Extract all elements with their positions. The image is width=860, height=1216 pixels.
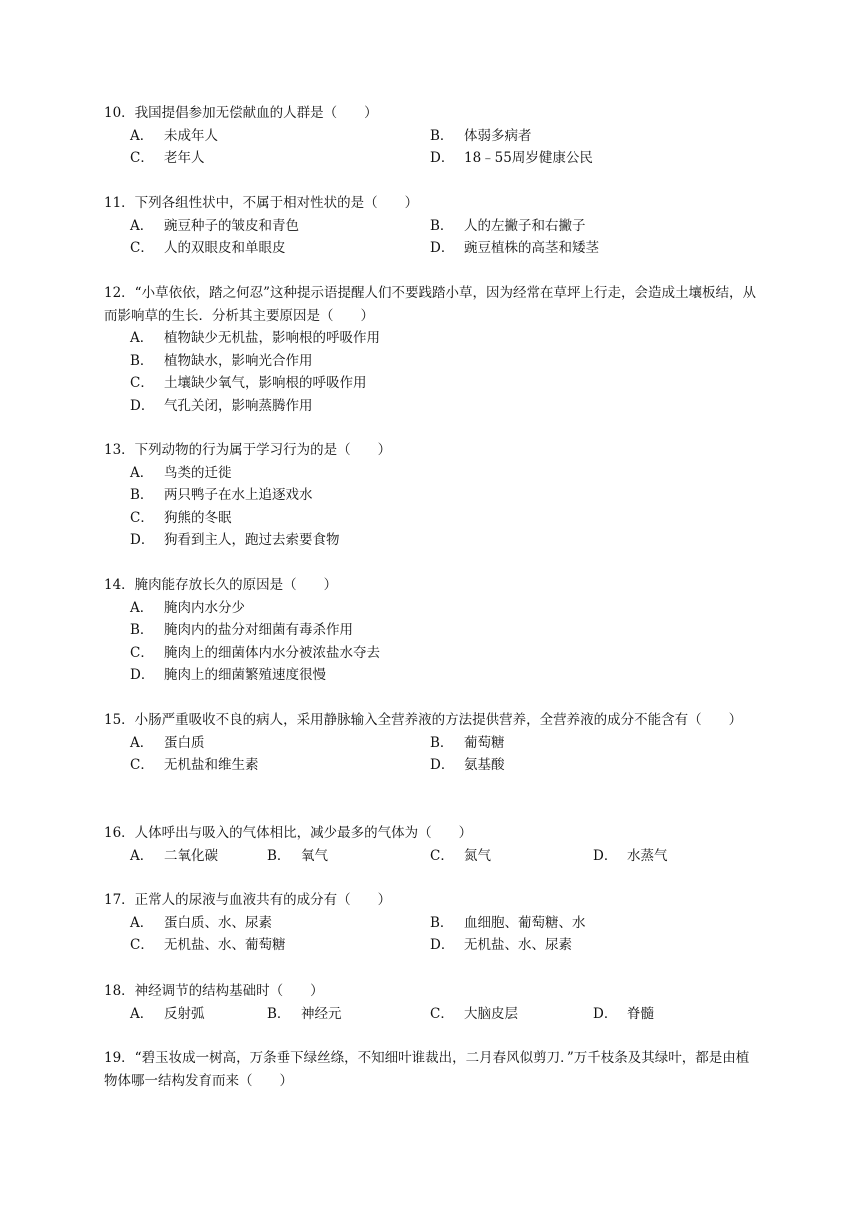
option-text: 腌肉内的盐分对细菌有毒杀作用: [164, 622, 353, 639]
option-letter: B．: [267, 847, 291, 864]
question-stem: 16．人体呼出与吸入的气体相比，减少最多的气体为（ ）: [104, 825, 473, 841]
option-letter: D．: [430, 240, 455, 257]
option-letter: C．: [130, 757, 154, 774]
option-letter: B．: [130, 352, 154, 369]
options-group: [104, 462, 756, 552]
option-d: [430, 754, 730, 777]
option-a: [130, 327, 756, 350]
option-text: 植物缺少无机盐，影响根的呼吸作用: [164, 330, 380, 347]
option-text: 狗看到主人，跑过去索要食物: [164, 532, 340, 549]
option-text: 体弱多病者: [464, 127, 532, 144]
option-letter: C．: [130, 150, 154, 167]
question-11: [104, 192, 756, 260]
option-text: 豌豆植株的高茎和矮茎: [464, 240, 599, 257]
option-c: [130, 147, 430, 170]
question-stem: 10．我国提倡参加无偿献血的人群是（ ）: [104, 105, 378, 121]
option-text: 水蒸气: [627, 847, 668, 864]
question-15: [104, 709, 756, 777]
option-b: [430, 125, 730, 148]
option-text: 蛋白质: [164, 734, 205, 751]
option-letter: B．: [267, 1005, 291, 1022]
question-stem: 14．腌肉能存放长久的原因是（ ）: [104, 577, 338, 593]
option-text: 两只鸭子在水上追逐戏水: [164, 487, 313, 504]
option-letter: A．: [130, 330, 154, 347]
option-letter: A．: [130, 847, 154, 864]
option-letter: B．: [430, 734, 454, 751]
option-c: [130, 507, 756, 530]
option-a: [130, 462, 756, 485]
question-stem: 18．神经调节的结构基础时（ ）: [104, 983, 324, 999]
question-19: [104, 1047, 756, 1092]
option-text: 氨基酸: [464, 757, 505, 774]
options-group: [104, 1003, 756, 1026]
option-letter: C．: [430, 1005, 454, 1022]
option-letter: A．: [130, 127, 154, 144]
option-letter: D．: [130, 397, 155, 414]
option-text: 氮气: [464, 847, 491, 864]
option-a: [130, 125, 430, 148]
question-stem: 15．小肠严重吸收不良的病人，采用静脉输入全营养液的方法提供营养，全营养液的成分不能含有（ ）: [104, 712, 743, 728]
option-text: 神经元: [301, 1005, 342, 1022]
option-d: [130, 395, 756, 418]
option-letter: A．: [130, 217, 154, 234]
option-text: 二氧化碳: [164, 847, 218, 864]
question-10: [104, 102, 756, 170]
option-a: [130, 732, 430, 755]
options-group: [104, 845, 756, 868]
option-text: 老年人: [164, 150, 205, 167]
question-18: [104, 980, 756, 1025]
option-b: [130, 350, 756, 373]
question-12: [104, 282, 756, 418]
option-a: [130, 597, 756, 620]
option-letter: C．: [130, 375, 154, 392]
option-text: 无机盐、水、尿素: [464, 937, 572, 954]
option-text: 鸟类的迁徙: [164, 464, 232, 481]
question-stem: 17．正常人的尿液与血液共有的成分有（ ）: [104, 892, 392, 908]
option-b: [130, 619, 756, 642]
option-d: [130, 664, 756, 687]
option-letter: D．: [430, 757, 455, 774]
option-text: 植物缺水，影响光合作用: [164, 352, 313, 369]
option-letter: A．: [130, 1005, 154, 1022]
option-b: [267, 1003, 430, 1026]
option-d: [593, 1003, 713, 1026]
option-text: 反射弧: [164, 1005, 205, 1022]
option-letter: D．: [130, 532, 155, 549]
option-b: [267, 845, 430, 868]
option-text: 腌肉上的细菌繁殖速度很慢: [164, 667, 326, 684]
option-c: [130, 754, 430, 777]
option-d: [593, 845, 713, 868]
option-c: [130, 372, 756, 395]
option-text: 无机盐、水、葡萄糖: [164, 937, 286, 954]
option-letter: D．: [430, 150, 455, 167]
question-17: [104, 889, 756, 957]
option-letter: B．: [430, 127, 454, 144]
question-14: [104, 574, 756, 687]
option-d: [430, 237, 730, 260]
options-group: [104, 215, 756, 260]
option-letter: C．: [430, 847, 454, 864]
option-letter: B．: [430, 217, 454, 234]
question-stem: 12．“小草依依，踏之何忍”这种提示语提醒人们不要践踏小草，因为经常在草坪上行走，会造成土壤板结，从而影响草的生长．分析其主要原因是（ ）: [104, 285, 756, 324]
question-stem: 11．下列各组性状中，不属于相对性状的是（ ）: [104, 195, 419, 211]
option-text: 狗熊的冬眠: [164, 509, 232, 526]
option-letter: A．: [130, 464, 154, 481]
option-text: 血细胞、葡萄糖、水: [464, 914, 586, 931]
option-letter: D．: [593, 1005, 618, 1022]
options-group: [104, 597, 756, 687]
option-letter: A．: [130, 734, 154, 751]
option-a: [130, 215, 430, 238]
option-c: [130, 237, 430, 260]
option-letter: D．: [130, 667, 155, 684]
option-text: 蛋白质、水、尿素: [164, 914, 272, 931]
option-c: [130, 642, 756, 665]
option-text: 人的双眼皮和单眼皮: [164, 240, 286, 257]
question-stem: 13．下列动物的行为属于学习行为的是（ ）: [104, 442, 392, 458]
options-group: [104, 125, 756, 170]
option-letter: A．: [130, 599, 154, 616]
option-text: 脊髓: [627, 1005, 654, 1022]
option-d: [430, 934, 730, 957]
option-text: 气孔关闭，影响蒸腾作用: [164, 397, 313, 414]
option-text: 无机盐和维生素: [164, 757, 259, 774]
option-d: [130, 529, 756, 552]
option-c: [130, 934, 430, 957]
option-text: 豌豆种子的皱皮和青色: [164, 217, 299, 234]
option-letter: C．: [130, 509, 154, 526]
option-text: 腌肉上的细菌体内水分被浓盐水夺去: [164, 644, 380, 661]
option-b: [430, 732, 730, 755]
option-letter: B．: [130, 622, 154, 639]
option-text: 葡萄糖: [464, 734, 505, 751]
options-group: [104, 327, 756, 417]
question-13: [104, 439, 756, 552]
option-text: 大脑皮层: [464, 1005, 518, 1022]
option-a: [130, 845, 267, 868]
option-b: [430, 912, 730, 935]
question-stem: 19．“碧玉妆成一树高，万条垂下绿丝绦，不知细叶谁裁出，二月春风似剪刀．”万千枝条及其绿叶，都是由植物体哪一结构发育而来（ ）: [104, 1050, 750, 1089]
option-b: [130, 484, 756, 507]
option-letter: B．: [430, 914, 454, 931]
option-text: 土壤缺少氧气，影响根的呼吸作用: [164, 375, 367, 392]
option-text: 18﹣55周岁健康公民: [464, 150, 593, 167]
option-text: 腌肉内水分少: [164, 599, 245, 616]
option-b: [430, 215, 730, 238]
option-letter: C．: [130, 240, 154, 257]
option-text: 未成年人: [164, 127, 218, 144]
options-group: [104, 732, 756, 777]
option-d: [430, 147, 730, 170]
question-16: [104, 822, 756, 867]
options-group: [104, 912, 756, 957]
option-letter: A．: [130, 914, 154, 931]
option-letter: C．: [130, 644, 154, 661]
option-letter: B．: [130, 487, 154, 504]
option-c: [430, 845, 593, 868]
option-letter: D．: [593, 847, 618, 864]
option-text: 人的左撇子和右撇子: [464, 217, 586, 234]
option-letter: C．: [130, 937, 154, 954]
option-a: [130, 1003, 267, 1026]
option-letter: D．: [430, 937, 455, 954]
option-text: 氧气: [301, 847, 328, 864]
option-a: [130, 912, 430, 935]
option-c: [430, 1003, 593, 1026]
